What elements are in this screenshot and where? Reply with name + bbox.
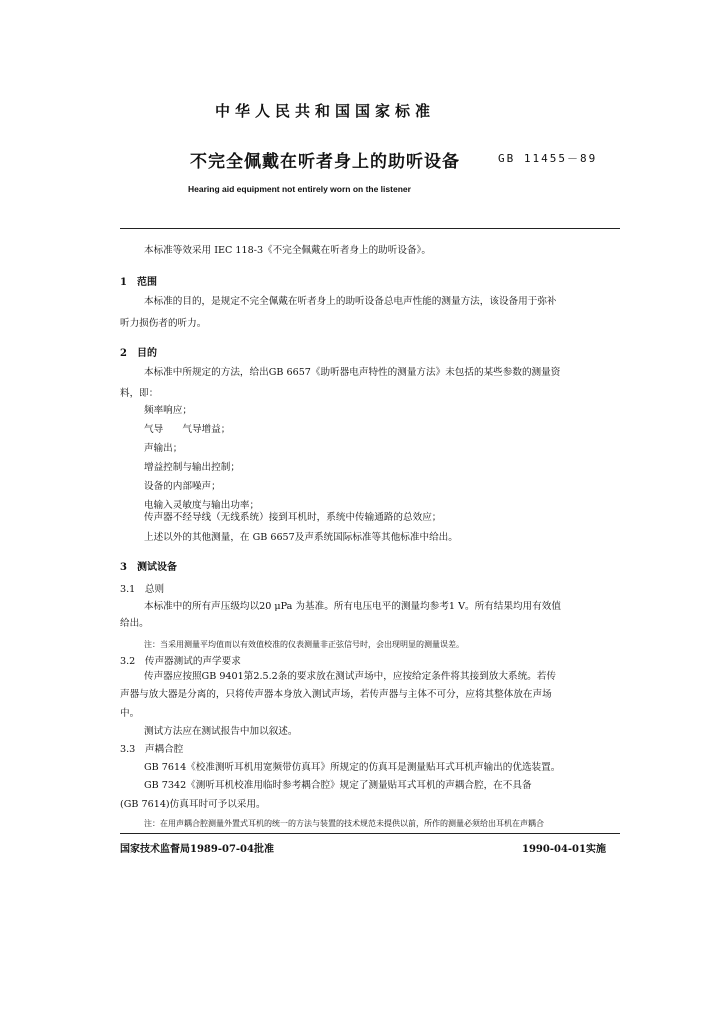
section-3-1-note: 注：当采用测量平均值而以有效值校准的仪表测量非正弦信号时，会出现明显的测量误差。 — [144, 640, 464, 649]
section-3-1-line-2: 给出。 — [120, 618, 149, 629]
list-item: 设备的内部噪声； — [144, 481, 221, 492]
english-title: Hearing aid equipment not entirely worn on the listener — [188, 184, 411, 194]
section-2-line-1: 本标准中所规定的方法，给出GB 6657《助听器电声特性的测量方法》未包括的某些参数的测量资 — [144, 367, 561, 378]
approval-date: 国家技术监督局1989-07-04批准 — [120, 844, 274, 855]
section-2-heading: 2 目的 — [120, 348, 157, 359]
footer-rule — [120, 833, 620, 834]
list-item: 电输入灵敏度与输出功率； — [144, 500, 260, 511]
section-3-3-line-3: (GB 7614)仿真耳时可予以采用。 — [120, 799, 266, 810]
section-3-2-heading: 3.2 传声器测试的声学要求 — [120, 656, 241, 667]
list-item: 增益控制与输出控制； — [144, 462, 240, 473]
section-1-line-1: 本标准的目的，是规定不完全佩戴在听者身上的助听设备总电声性能的测量方法，该设备用于弥补 — [144, 296, 557, 307]
implementation-date: 1990-04-01实施 — [522, 844, 606, 855]
section-1-heading: 1 范围 — [120, 277, 157, 288]
standard-number: GB 11455－89 — [498, 152, 598, 165]
section-3-2-line-2: 声器与放大器是分离的，只将传声器本身放入测试声场，若传声器与主体不可分，应将其整体放在声场 — [120, 689, 552, 700]
issuing-agency: 中华人民共和国国家标准 — [215, 102, 436, 120]
intro-text: 本标准等效采用 IEC 118-3《不完全佩戴在听者身上的助听设备》。 — [144, 245, 431, 256]
list-item: 频率响应； — [144, 405, 192, 416]
section-1-line-2: 听力损伤者的听力。 — [120, 318, 207, 329]
header-rule — [120, 228, 620, 229]
section-3-1-heading: 3.1 总则 — [120, 584, 165, 595]
list-item: 声输出； — [144, 443, 183, 454]
section-3-heading: 3 测试设备 — [120, 562, 177, 573]
list-item: 传声器不经导线（无线系统）接到耳机时，系统中传输通路的总效应； — [144, 512, 442, 523]
list-item: 气导 气导增益； — [144, 424, 231, 435]
list-item: 上述以外的其他测量，在 GB 6657及声系统国际标准等其他标准中给出。 — [144, 532, 458, 543]
section-2-line-2: 料，即： — [120, 388, 159, 399]
section-3-2-line-3: 中。 — [120, 708, 140, 719]
section-3-3-line-1: GB 7614《校准测听耳机用宽频带仿真耳》所规定的仿真耳是测量贴耳式耳机声输出的优选装置。 — [144, 762, 561, 773]
section-3-3-line-2: GB 7342《测听耳机校准用临时参考耦合腔》规定了测量贴耳式耳机的声耦合腔，在不具备 — [144, 780, 532, 791]
section-3-3-note: 注：在用声耦合腔测量外置式耳机的统一的方法与装置的技术规范未提供以前，所作的测量必须给出耳机在声耦合 — [144, 819, 544, 828]
section-3-2-line-4: 测试方法应在测试报告中加以叙述。 — [144, 726, 298, 737]
document-title: 不完全佩戴在听者身上的助听设备 — [190, 152, 460, 172]
section-3-3-heading: 3.3 声耦合腔 — [120, 744, 184, 755]
section-3-2-line-1: 传声器应按照GB 9401第2.5.2条的要求放在测试声场中，应按给定条件将其接到放大系统。若传 — [144, 671, 556, 682]
section-3-1-line-1: 本标准中的所有声压级均以20 μPa 为基准。所有电压电平的测量均参考1 V。所有结果均用有效值 — [144, 601, 561, 612]
